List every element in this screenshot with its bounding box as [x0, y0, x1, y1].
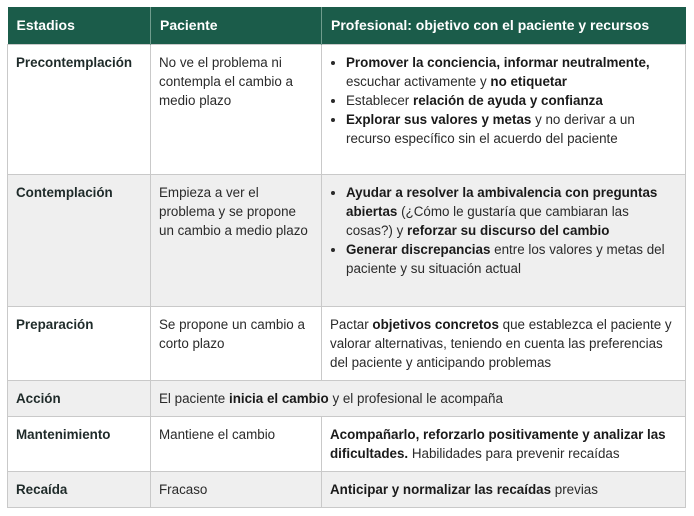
stage-cell: Precontemplación — [8, 45, 151, 175]
stage-cell: Contemplación — [8, 175, 151, 307]
plain-text: (¿Cómo le gustaría que cambiaran las cosas?) y — [346, 204, 629, 238]
stage-cell: Acción — [8, 381, 151, 417]
plain-text: Establecer — [346, 93, 413, 108]
bullet-list — [330, 183, 677, 278]
plain-text: Habilidades para prevenir recaídas — [408, 446, 620, 461]
plain-text: entre los valores y metas del paciente y su situación actual — [346, 242, 665, 276]
stage-cell: Recaída — [8, 472, 151, 508]
plain-text: y no derivar a un recurso específico sin el acuerdo del paciente — [346, 112, 635, 146]
table-row-accion — [8, 381, 686, 417]
stages-table — [7, 7, 686, 508]
patient-cell: Empieza a ver el problema y se propone un cambio a medio plazo — [151, 175, 322, 307]
table-row-mantenimiento — [8, 417, 686, 472]
plain-text: que establezca el paciente y valorar alternativas, teniendo en cuenta las preferencias del paciente y anticipando problemas — [330, 317, 672, 370]
plain-text: Pactar — [330, 317, 373, 332]
table-row-precontemplacion — [8, 45, 686, 175]
table-header — [8, 7, 686, 45]
professional-cell — [322, 307, 686, 381]
stage-cell: Preparación — [8, 307, 151, 381]
stage-cell: Mantenimiento — [8, 417, 151, 472]
header-professional: Profesional: objetivo con el paciente y recursos — [322, 7, 686, 45]
bold-text: reforzar su discurso del cambio — [407, 223, 610, 238]
professional-cell — [322, 175, 686, 307]
bullet-item — [346, 183, 677, 240]
table-row-recaida — [8, 472, 686, 508]
professional-cell — [322, 417, 686, 472]
bold-text: Generar discrepancias — [346, 242, 491, 257]
bold-text: relación de ayuda y confianza — [413, 93, 603, 108]
patient-cell: No ve el problema ni contempla el cambio a medio plazo — [151, 45, 322, 175]
table-row-contemplacion — [8, 175, 686, 307]
bold-text: Explorar sus valores y metas — [346, 112, 532, 127]
bullet-item — [346, 53, 677, 91]
plain-text: previas — [551, 482, 598, 497]
top-strip — [0, 0, 694, 6]
professional-cell — [322, 472, 686, 508]
header-row — [8, 7, 686, 45]
plain-text: El paciente — [159, 391, 229, 406]
plain-text: y el profesional le acompaña — [328, 391, 503, 406]
bullet-item — [346, 91, 677, 110]
table-row-preparacion — [8, 307, 686, 381]
bold-text: Anticipar y normalizar las recaídas — [330, 482, 552, 497]
merged-cell — [151, 381, 686, 417]
patient-cell: Se propone un cambio a corto plazo — [151, 307, 322, 381]
plain-text: escuchar activamente y — [346, 74, 491, 89]
header-stages: Estadios — [8, 7, 151, 45]
bold-text: inicia el cambio — [228, 391, 329, 406]
bullet-item — [346, 110, 677, 148]
bold-text: Acompañarlo, reforzarlo positivamente y analizar las dificultades. — [330, 427, 666, 461]
bold-text: objetivos concretos — [372, 317, 499, 332]
bold-text: Promover la conciencia, informar neutralmente, — [346, 55, 650, 70]
bold-text: no etiquetar — [490, 74, 568, 89]
patient-cell: Mantiene el cambio — [151, 417, 322, 472]
bullet-item — [346, 240, 677, 278]
patient-cell: Fracaso — [151, 472, 322, 508]
bullet-list — [330, 53, 677, 148]
header-patient: Paciente — [151, 7, 322, 45]
professional-cell — [322, 45, 686, 175]
bold-text: Ayudar a resolver la ambivalencia con preguntas abiertas — [346, 185, 658, 219]
